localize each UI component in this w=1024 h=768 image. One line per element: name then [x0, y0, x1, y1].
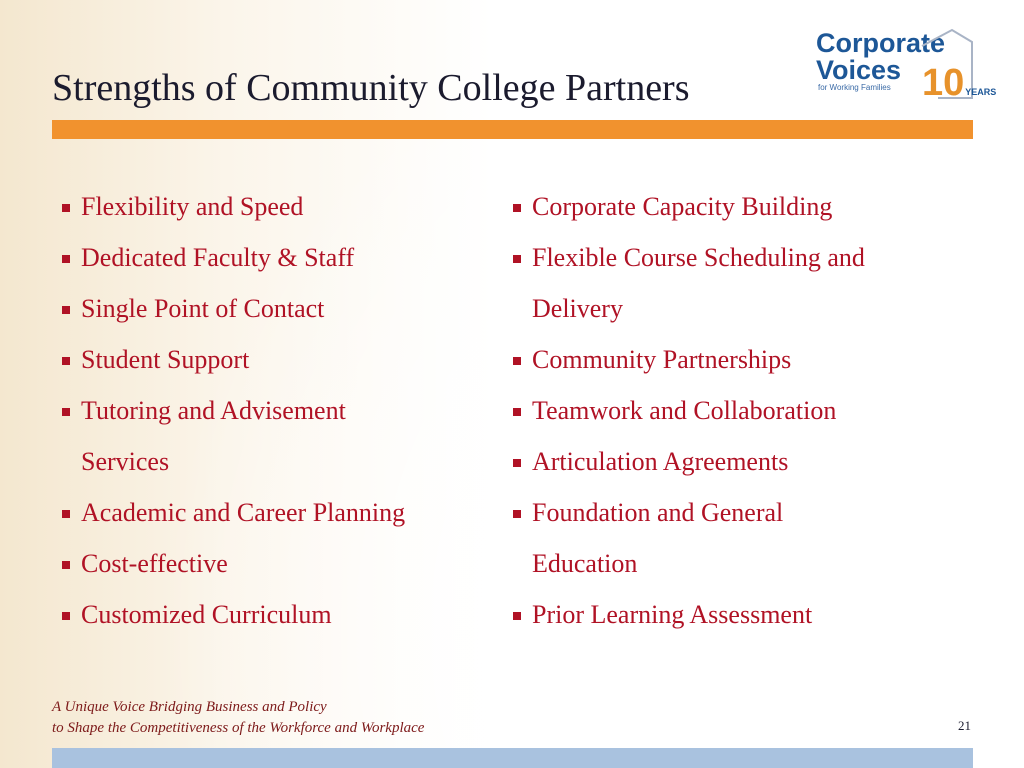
- bullet-text: [81, 283, 324, 334]
- bullet-item: [62, 283, 405, 334]
- bullet-text-line: Education: [532, 549, 638, 578]
- bullet-text-line: Teamwork and Collaboration: [532, 396, 837, 425]
- logo-tagline: for Working Families: [818, 83, 891, 92]
- square-bullet-icon: [62, 306, 70, 314]
- footer-tagline: [52, 697, 424, 739]
- bullet-text: [81, 181, 303, 232]
- bullet-item: [513, 436, 865, 487]
- logo-years-label: YEARS: [965, 87, 997, 97]
- bullet-text: [532, 487, 783, 589]
- bullet-text-line: Academic and Career Planning: [81, 498, 406, 527]
- bullet-text: [81, 487, 405, 538]
- bullet-text: [81, 538, 228, 589]
- square-bullet-icon: [513, 510, 521, 518]
- bullet-text-line: Student Support: [81, 345, 250, 374]
- logo-anniversary: [922, 64, 996, 111]
- bullet-text-line: Services: [81, 447, 170, 476]
- bullet-text: [532, 232, 865, 334]
- square-bullet-icon: [513, 408, 521, 416]
- bullet-text: [532, 385, 836, 436]
- square-bullet-icon: [513, 612, 521, 620]
- corporate-voices-logo: [812, 28, 997, 104]
- bullet-text-line: Articulation Agreements: [532, 447, 789, 476]
- bullet-item: [62, 487, 405, 538]
- bullet-text-line: Dedicated Faculty & Staff: [81, 243, 355, 272]
- square-bullet-icon: [513, 459, 521, 467]
- square-bullet-icon: [62, 255, 70, 263]
- bullet-text: [81, 589, 332, 640]
- bullet-text-line: Cost-effective: [81, 549, 228, 578]
- bullet-text-line: Flexible Course Scheduling and: [532, 243, 865, 272]
- square-bullet-icon: [62, 561, 70, 569]
- bullet-text-line: Prior Learning Assessment: [532, 600, 813, 629]
- bullet-text: [532, 436, 788, 487]
- title-divider-bar: [52, 120, 973, 139]
- bullet-item: [513, 385, 865, 436]
- bullet-item: [62, 589, 405, 640]
- bullet-text-line: Tutoring and Advisement: [81, 396, 346, 425]
- square-bullet-icon: [62, 357, 70, 365]
- square-bullet-icon: [62, 408, 70, 416]
- square-bullet-icon: [62, 612, 70, 620]
- square-bullet-icon: [62, 510, 70, 518]
- bullet-item: [513, 487, 865, 589]
- footer-line2: to Shape the Competitiveness of the Workforce and Workplace: [52, 720, 425, 736]
- bullet-item: [62, 181, 405, 232]
- bullet-text: [532, 181, 832, 232]
- logo-line1: Corporate: [816, 28, 946, 58]
- bullet-text: [81, 334, 249, 385]
- bullet-item: [62, 538, 405, 589]
- logo-years-number: 10: [922, 62, 965, 104]
- bullet-text: [81, 385, 346, 487]
- bullet-text-line: Community Partnerships: [532, 345, 792, 374]
- slide-title: Strengths of Community College Partners: [52, 67, 690, 109]
- bullet-text-line: Customized Curriculum: [81, 600, 332, 629]
- bullet-text-line: Foundation and General: [532, 498, 784, 527]
- bullet-item: [62, 385, 405, 487]
- bullet-item: [513, 232, 865, 334]
- bullet-text: [532, 334, 791, 385]
- square-bullet-icon: [513, 255, 521, 263]
- footer-bar: [52, 748, 973, 768]
- square-bullet-icon: [513, 357, 521, 365]
- bullet-text-line: Single Point of Contact: [81, 294, 325, 323]
- page-number: 21: [958, 718, 971, 733]
- bullet-item: [513, 589, 865, 640]
- bullet-text-line: Delivery: [532, 294, 623, 323]
- bullet-item: [62, 334, 405, 385]
- bullet-item: [513, 181, 865, 232]
- bullet-text-line: Flexibility and Speed: [81, 192, 304, 221]
- left-bullet-list: [62, 181, 405, 640]
- bullet-text-line: Corporate Capacity Building: [532, 192, 833, 221]
- square-bullet-icon: [513, 204, 521, 212]
- square-bullet-icon: [62, 204, 70, 212]
- bullet-text: [532, 589, 812, 640]
- bullet-item: [513, 334, 865, 385]
- right-bullet-list: [513, 181, 865, 640]
- footer-line1: A Unique Voice Bridging Business and Policy: [52, 699, 327, 715]
- bullet-text: [81, 232, 354, 283]
- bullet-item: [62, 232, 405, 283]
- logo-line2: Voices: [816, 55, 902, 85]
